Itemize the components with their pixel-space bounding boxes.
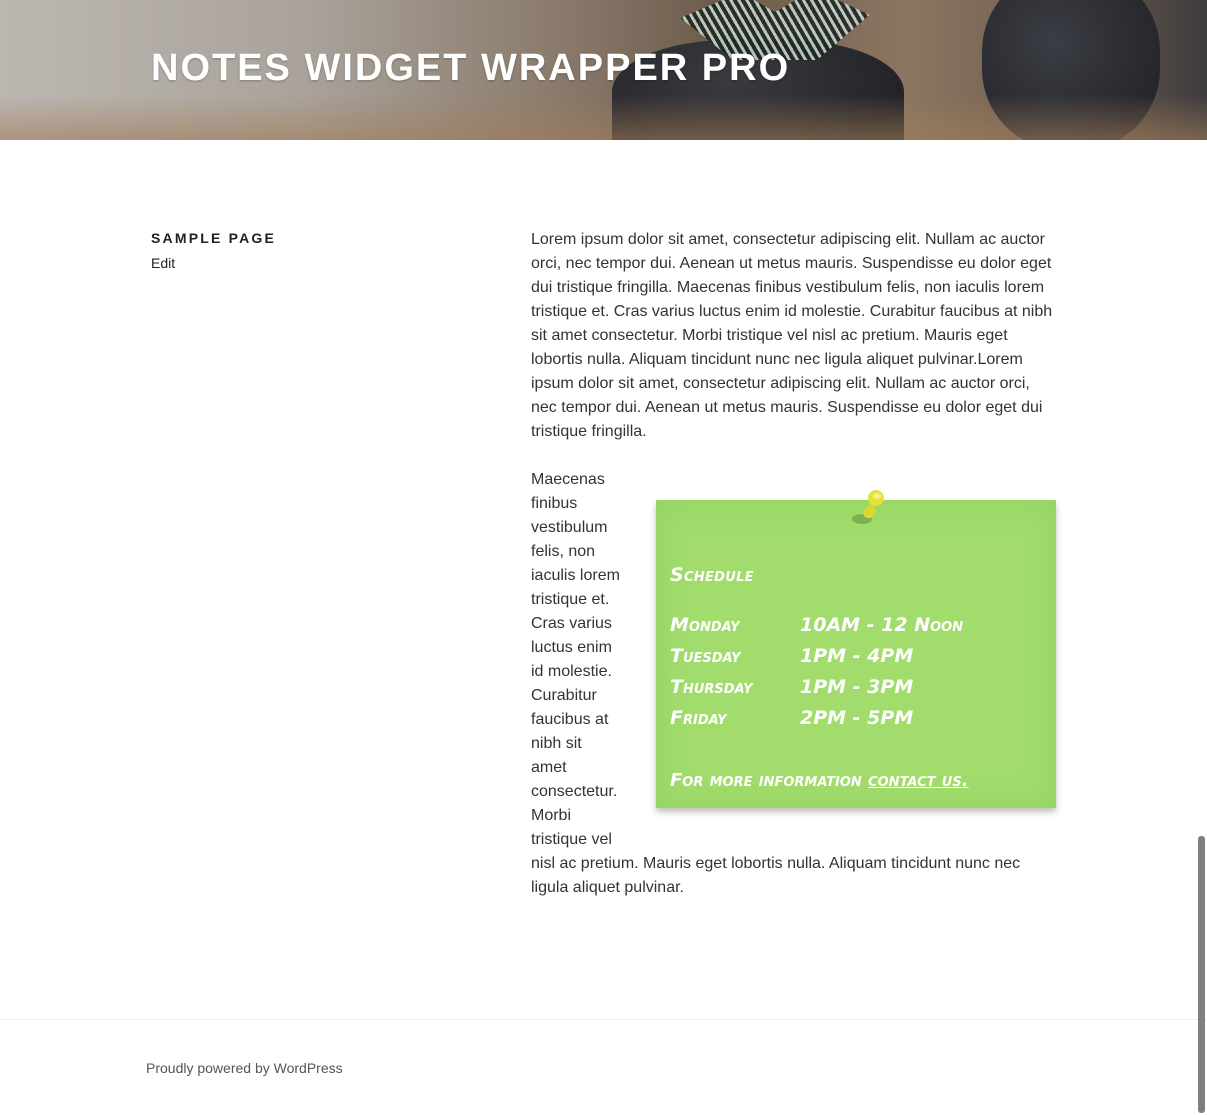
site-header [0,0,1207,140]
pushpin-icon [850,489,890,529]
schedule-row [670,707,913,729]
more-info-text: For more information [670,770,869,791]
powered-by-link[interactable]: Proudly powered by WordPress [146,1060,343,1076]
text-line: Curabitur [531,687,597,704]
text-line: ligula aliquet pulvinar. [531,879,684,896]
contact-us-link[interactable]: contact us. [868,770,969,791]
text-line: faucibus at [531,711,609,728]
schedule-day: Friday [670,707,727,729]
text-line: Morbi [531,807,572,824]
site-title-link[interactable]: NOTES WIDGET WRAPPER PRO [151,47,791,89]
text-line: felis, non [531,543,596,560]
schedule-row [670,614,963,636]
note-title: Schedule [670,564,754,586]
schedule-row [670,645,913,667]
text-line: amet [531,759,567,776]
schedule-time: 2PM - 5PM [800,707,914,729]
text-line: luctus enim [531,639,612,656]
text-line: finibus [531,495,578,512]
schedule-time: 10AM - 12 Noon [800,614,964,636]
schedule-row [670,676,913,698]
schedule-time: 1PM - 4PM [800,645,914,667]
text-line: nisl ac pretium. Mauris eget lobortis nulla. Aliquam tincidunt nunc nec [531,855,1021,872]
edit-link[interactable]: Edit [151,255,176,271]
text-line: tristique vel [531,831,612,848]
paragraph-1: Lorem ipsum dolor sit amet, consectetur adipiscing elit. Nullam ac auctor orci, nec tempor dui. Aenean ut metus mauris. Suspendisse eu dolor eget dui tristique fringilla. Maecenas finibus vestibulum felis, non iaculis lorem tristique et. Cras varius luctus enim id molestie. Curabitur faucibus at nibh sit amet consectetur. Morbi tristique vel nisl ac pretium. Mauris eget lobortis nulla. Aliquam tincidunt nunc nec ligula aliquet pulvinar.Lorem ipsum dolor sit amet, consectetur adipiscing elit. Nullam ac auctor orci, nec tempor dui. Aenean ut metus mauris. Suspendisse eu dolor eget dui tristique fringilla. [531,231,1053,440]
note-footer [670,770,969,791]
page-title: SAMPLE PAGE [151,230,277,246]
header-image-shading [0,95,1207,140]
schedule-day: Thursday [670,676,753,698]
schedule-time: 1PM - 3PM [800,676,914,698]
scrollbar-thumb[interactable] [1198,836,1205,1113]
footer-divider [0,1019,1207,1020]
text-line: Cras varius [531,615,612,632]
text-line: consectetur. [531,783,618,800]
text-line: vestibulum [531,519,608,536]
text-line: iaculis lorem [531,567,620,584]
text-line: nibh sit [531,735,582,752]
schedule-day: Tuesday [670,645,741,667]
text-line: Maecenas [531,471,605,488]
text-line: tristique et. [531,591,610,608]
text-line: id molestie. [531,663,612,680]
schedule-day: Monday [670,614,740,636]
sticky-note-widget [656,500,1056,808]
